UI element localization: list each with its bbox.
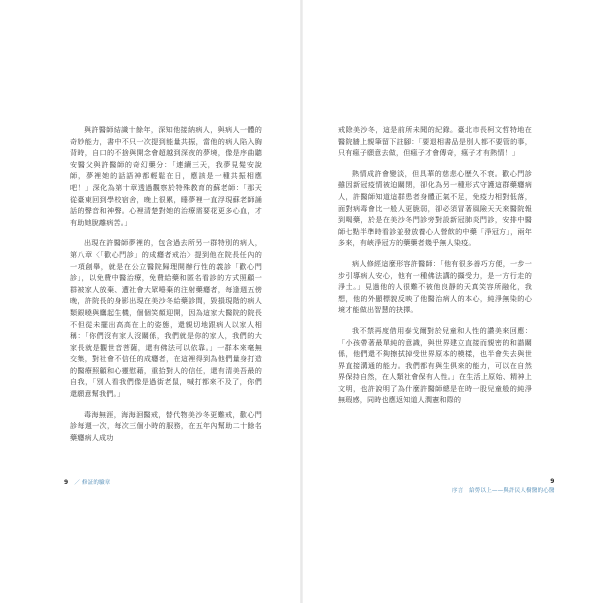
right-page [302, 0, 603, 603]
right-paragraph-1: 戒除美沙冬，這是前所未聞的紀錄。臺北市長柯文哲特地在醫院牆上親筆留下註腳：「要退相書品是別人都不要管的事，只有瘋子願意去做，但瘋子才會傳奇，瘋子才有熱情！」 [338, 125, 532, 158]
left-running-head: ／ 修証的驗章 [74, 480, 111, 486]
left-page [0, 0, 301, 603]
right-running-head: 序言 給勞以上——與許民人樹醫的心醫 [452, 488, 555, 494]
right-page-number: 9 [550, 478, 555, 485]
right-paragraph-4: 我不禁再度借用泰戈爾對於兒童和人性的讚美來回應：「小孩帶著最單純的意識，與世界建立直接而親密的和諧關係，他們還不夠擦拭掉受世界原本的模樣，也半會失去與世界直接溝通的能力。我們都有與生俱來的能力，可以在自然界保持自然，在人類社會保有人性。」在生活上原始、精神上文明，也許說明了為什麼許醫師總是在時一股兒童般的純淨無瑕感，同時也應返知道人潤憲和際的 [338, 325, 532, 405]
left-body-text [70, 124, 262, 452]
left-paragraph-3: 毒海無涯，海海洄醫戒，替代物美沙冬更難戒，歡心門診每週一次，每次三個小時的服務，在五年內幫助二十餘名藥癮病人成功 [70, 409, 262, 442]
right-paragraph-2: 熱情成許會變淡，但具華的慈悲心歷久不衰。歡心門診雖因新冠疫情被迫關閉，卻化為另一種形式守護這群藥癮病人，許醫師知道這群患者身體正氣不足，免疫力相對低落，面對病毒會比一般人更脆弱，卻必須冒著風險天天來醫院報到喝藥，於是在美沙冬門診旁對設新冠肺炎門診，安排中醫師七點半準時看診並發放養心人營飲的中藥「淨冠方」，兩年多來，有峽淨冠方的藥藥者幾乎無人染疫。 [338, 168, 532, 248]
left-paragraph-1: 與許醫師結識十餘年，深知他接納病人，與病人一體的奇妙能力，書中不只一次提到能量共振，當他的病人陷入胸背時，自口的不捨與開念會超越到深夜的夢境，像是序曲聽安醫父與許醫師的奇幻藥分：「連續三天，我夢見髮安說師，夢裡她的話語神都輕鬆在日，應該是一種共振相應吧！」深化為第十章透過觀察於特殊教育的蘇老師：「那天從臺東回到學校宿舍，晚上很累，睡夢裡一直浮現蘇老師誦話的聲音和神聲。心裡清楚對她的治療需要花更多心血，才有助她脫離病苦。」 [70, 125, 262, 227]
left-footer [64, 478, 110, 486]
left-page-number: 9 [64, 479, 69, 486]
right-footer [452, 478, 555, 494]
right-body-text [338, 124, 532, 415]
right-paragraph-3: 病人修經這麼形容許醫師：「他有很多善巧方便，一步一步引導病人安心，他有一種佛法講的攝受力，是一方行走的淨土。」見過他的人很難不被他良靜的天真笑容所融化，我想，他的外顯標貌反映了他醫治病人的本心，純淨無染的心境才能做出智慧的抉擇。 [338, 258, 532, 315]
left-paragraph-2: 出現在許醫師夢裡的，包含過去所另一群特別的病人，第八章〈「歡心門診」的成癮者戒治〉提到他在院長任內的一項創舉，就是在公立醫院歸理開辦行性的義診「歡心門診」，以免費中醫治療，免費給藥和匿名看診的方式照顧一群被家人放棄、遭社會大眾唾棄的注射藥癮者，每逢週五傍晚，許院長的身影出現在美沙冬給藥診間，毀損現階的病人類銀曉與鷹起生機，個個笑顏迎開，因為這家大醫院的院長不但從未擺出高高在上的姿態，還親切地跟病人以家人相稱：「你們沒有家人沒關係，我們就是你的家人，我們的大家長就是觀世音菩薩，還有佛法可以依靠。」一群本來毫無交集，對社會不信任的成癮者，在這裡得到為他們量身打造的醫療照顧和心靈慰藉，重拾對人的信任，還有清美吾最的自我，「別人看我們像是過街老鼠，喊打都來不及了，你們還願意幫我們。」 [70, 238, 262, 399]
